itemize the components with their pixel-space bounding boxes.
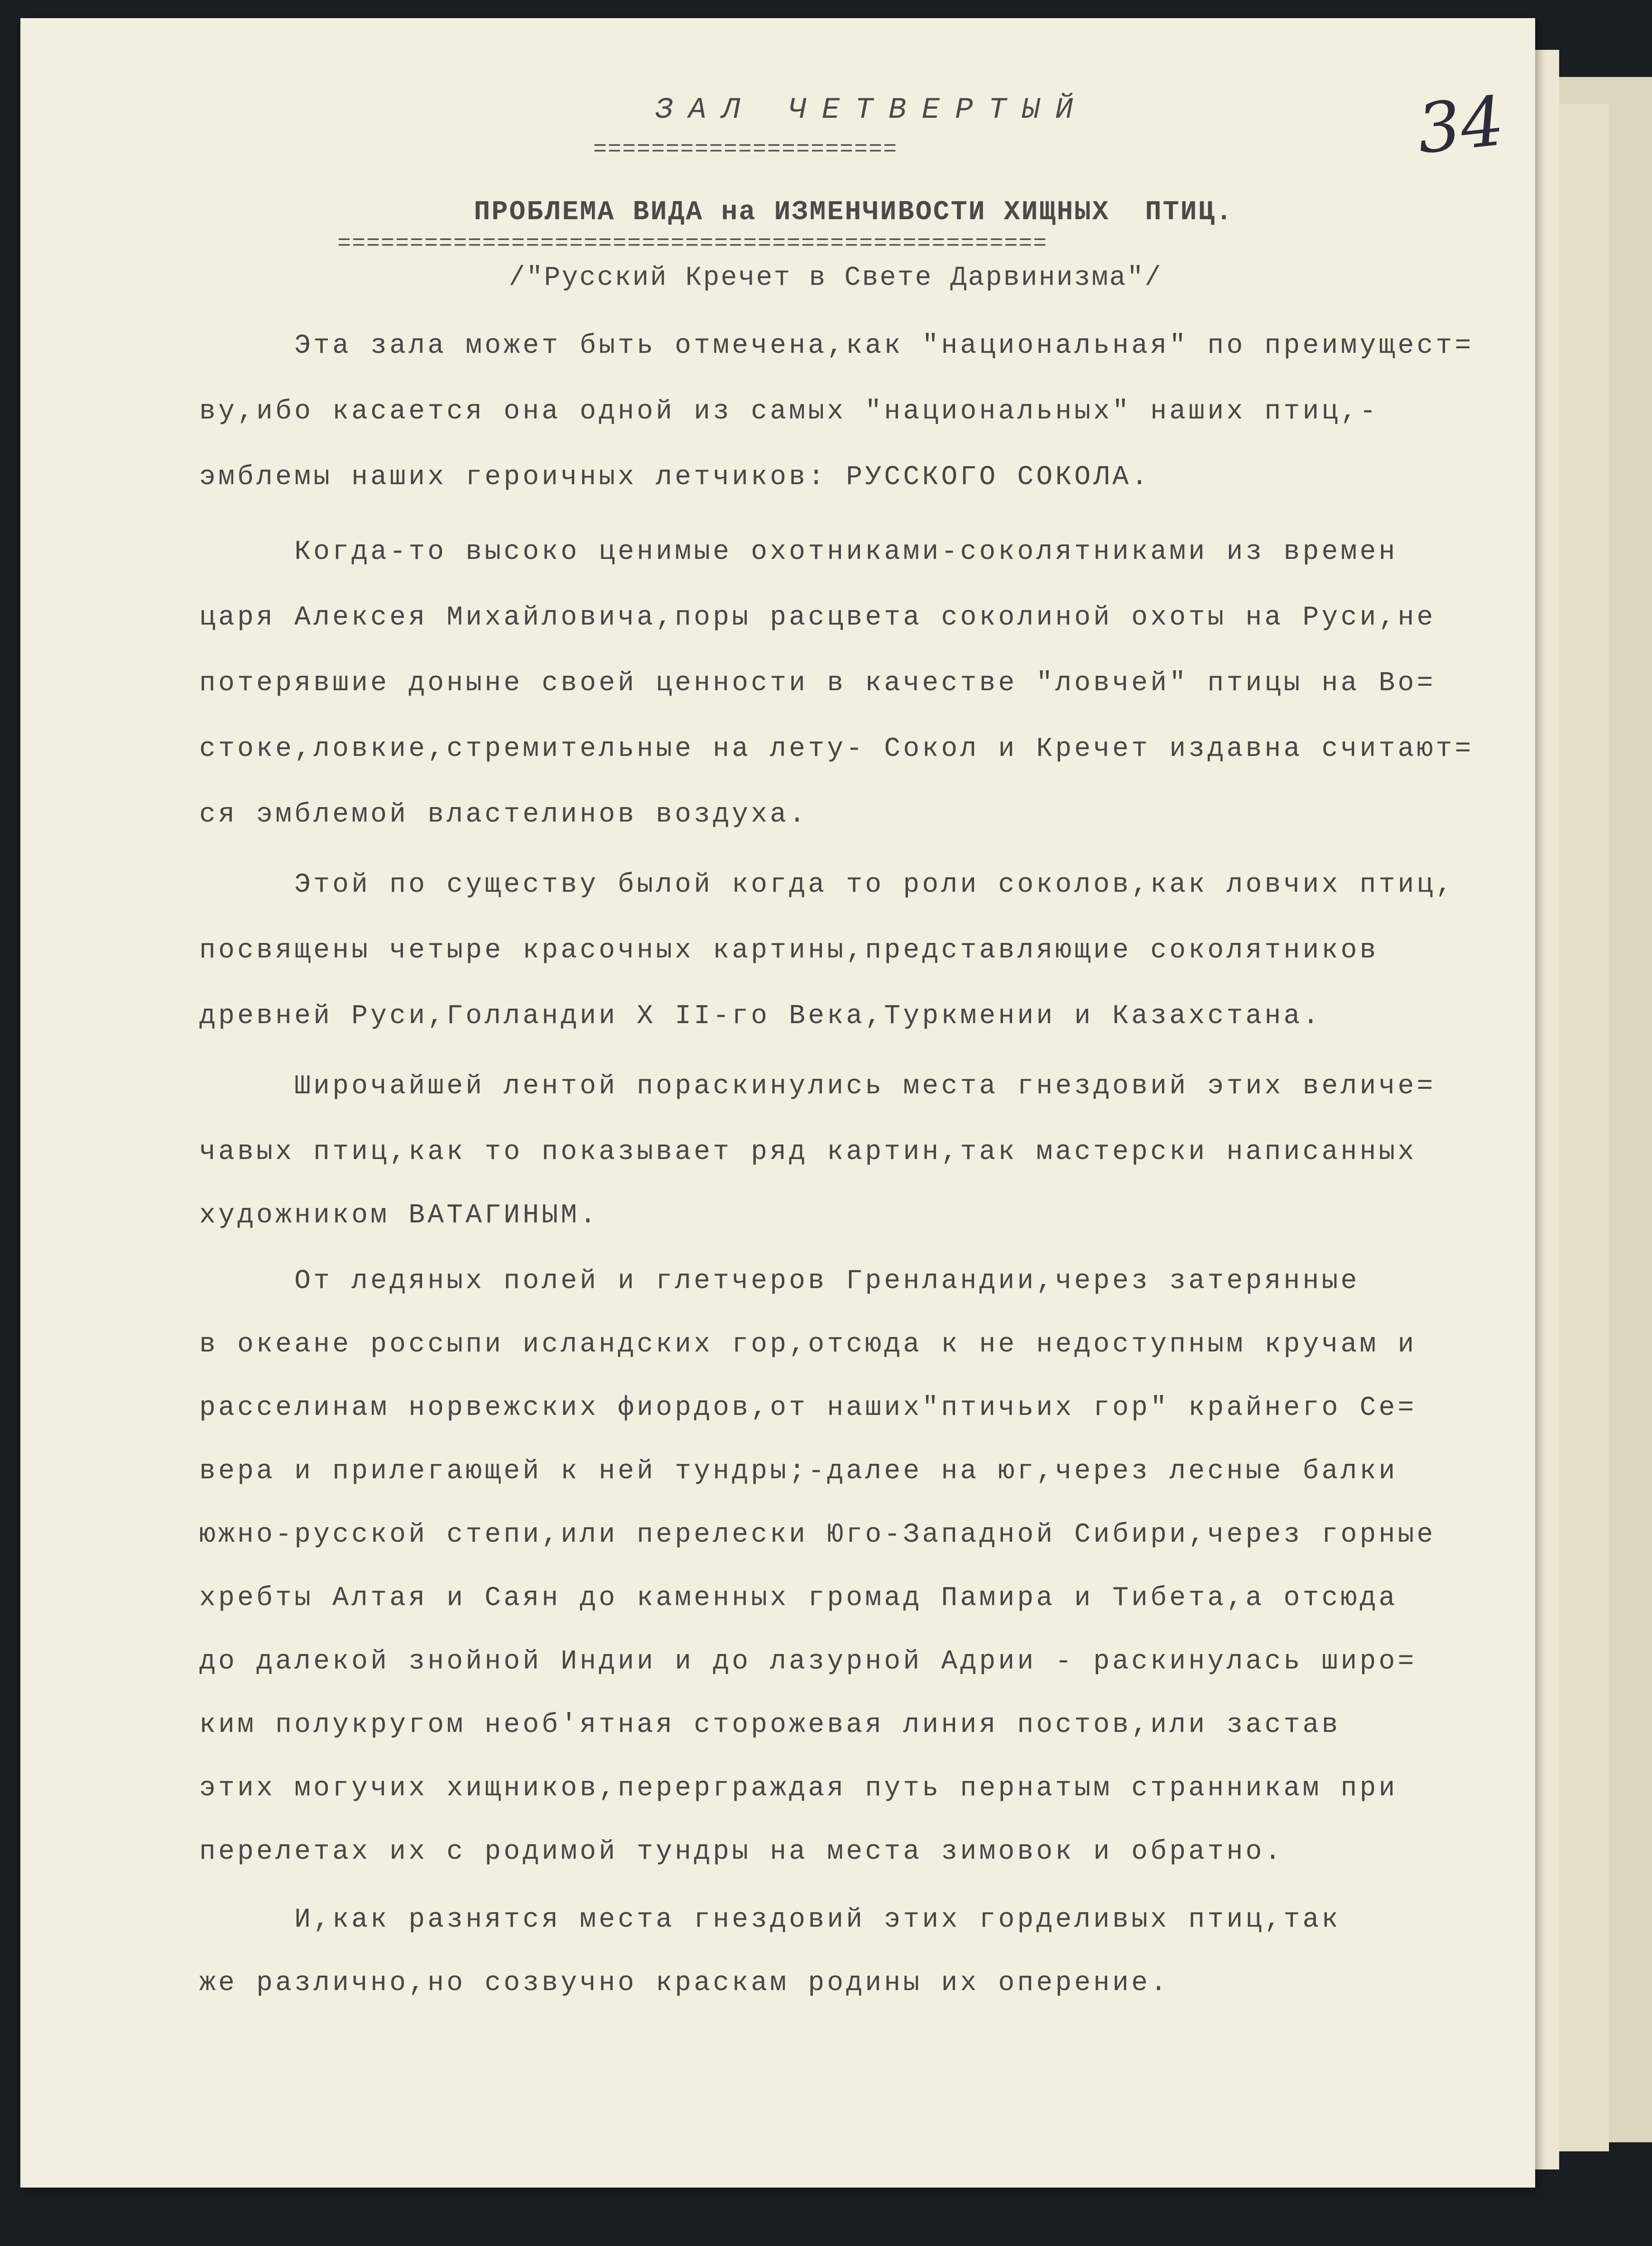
section-heading: ПРОБЛЕМА ВИДА на ИЗМЕНЧИВОСТИ ХИЩНЫХ ПТИЦ. bbox=[474, 197, 1234, 228]
text-line: Широчайшей лентой пораскинулись места гнездовий этих величе= bbox=[199, 1071, 1436, 1102]
text-line: потерявшие доныне своей ценности в качестве "ловчей" птицы на Во= bbox=[199, 668, 1436, 699]
text-line: Этой по существу былой когда то роли соколов,как ловчих птиц, bbox=[199, 870, 1455, 900]
text-line: чавых птиц,как то показывает ряд картин,так мастерски написанных bbox=[199, 1137, 1417, 1168]
handwritten-page-number: 34 bbox=[1413, 82, 1508, 169]
text-line: царя Алексея Михайловича,поры расцвета соколиной охоты на Руси,не bbox=[199, 602, 1436, 633]
text-line: расселинам норвежских фиордов,от наших"птичьих гор" крайнего Се= bbox=[199, 1393, 1417, 1424]
text-line: в океане россыпи исландских гор,отсюда к не недоступным кручам и bbox=[199, 1329, 1417, 1360]
text-line: ким полукругом необ'ятная сторожевая линия постов,или застав bbox=[199, 1710, 1341, 1741]
text-line: южно-русской степи,или перелески Юго-Западной Сибири,через горные bbox=[199, 1520, 1436, 1550]
text-line: же различно,но созвучно краскам родины их оперение. bbox=[199, 1968, 1170, 1999]
text-line: От ледяных полей и глетчеров Гренландии,через затерянные bbox=[199, 1266, 1360, 1297]
text-line: перелетах их с родимой тундры на места зимовок и обратно. bbox=[199, 1837, 1284, 1867]
text-line: посвящены четыре красочных картины,представляющие соколятников bbox=[199, 935, 1379, 966]
text-line: Когда-то высоко ценимые охотниками-соколятниками из времен bbox=[199, 537, 1398, 568]
heading-underline: ================================================= bbox=[337, 231, 1048, 257]
text-line: эмблемы наших героичных летчиков: РУССКОГО СОКОЛА. bbox=[199, 462, 1151, 493]
text-line: ся эмблемой властелинов воздуха. bbox=[199, 799, 808, 830]
hall-title: ЗАЛ ЧЕТВЕРТЫЙ bbox=[655, 93, 1089, 127]
text-line: ву,ибо касается она одной из самых "национальных" наших птиц,- bbox=[199, 396, 1379, 427]
title-underline: ===================== bbox=[593, 137, 898, 163]
text-line: И,как разнятся места гнездовий этих горделивых птиц,так bbox=[199, 1905, 1341, 1935]
section-subheading: /"Русский Кречет в Свете Дарвинизма"/ bbox=[509, 263, 1162, 293]
text-line: этих могучих хищников,перерграждая путь пернатым странникам при bbox=[199, 1773, 1398, 1804]
text-line: вера и прилегающей к ней тундры;-далее на юг,через лесные балки bbox=[199, 1456, 1398, 1487]
text-line: хребты Алтая и Саян до каменных громад Памира и Тибета,а отсюда bbox=[199, 1583, 1398, 1614]
text-line: древней Руси,Голландии Х II-го Века,Туркмении и Казахстана. bbox=[199, 1001, 1322, 1032]
document-page bbox=[20, 18, 1535, 2188]
text-line: до далекой знойной Индии и до лазурной Адрии - раскинулась широ= bbox=[199, 1646, 1417, 1677]
text-line: стоке,ловкие,стремительные на лету- Сокол и Кречет издавна считают= bbox=[199, 734, 1474, 765]
text-line: художником ВАТАГИНЫМ. bbox=[199, 1200, 599, 1231]
text-line: Эта зала может быть отмечена,как "национальная" по преимущест= bbox=[199, 331, 1474, 361]
